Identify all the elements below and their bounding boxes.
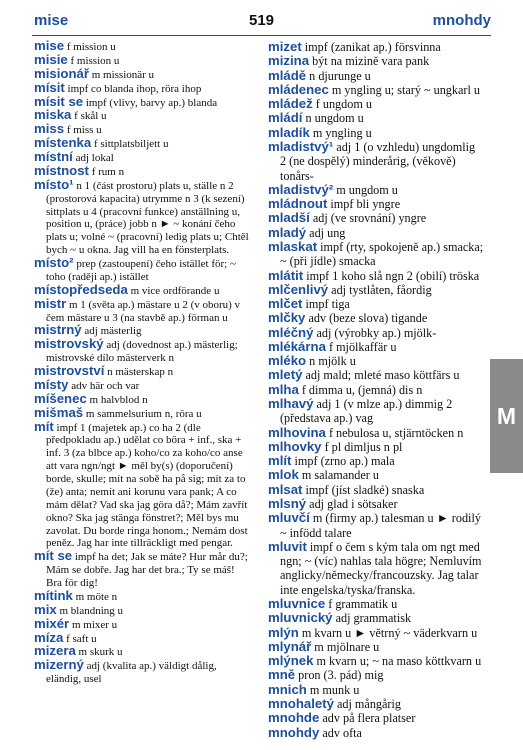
- entry-definition: n mjölk u: [306, 354, 356, 369]
- entry-definition: m mixer u: [69, 618, 118, 631]
- entry-headword: mlčet: [268, 296, 303, 312]
- entry-definition: f dimma u, (jemná) dis n: [298, 382, 423, 397]
- dictionary-entry: [34, 659, 250, 686]
- entry-headword: mix: [34, 601, 57, 617]
- entry-definition: adj lokal: [72, 152, 114, 164]
- dictionary-entry: [268, 468, 484, 482]
- dictionary-entry: [34, 257, 250, 284]
- dictionary-entry: [268, 540, 484, 597]
- entry-definition: impf tiga: [302, 297, 350, 312]
- dictionary-entry: [268, 183, 484, 197]
- entry-definition: n mästerskap n: [104, 366, 174, 378]
- entry-definition: adj mald; mleté maso köttfärs u: [302, 368, 460, 383]
- entry-headword: mládež: [268, 96, 313, 112]
- left-column: [34, 40, 250, 686]
- dictionary-entry: [268, 283, 484, 297]
- header-first-word: mise: [34, 12, 69, 29]
- entry-definition: impf (jíst sladké) snaska: [302, 482, 425, 497]
- entry-definition: f sittplatsbiljett u: [91, 138, 169, 151]
- entry-headword: mistrný: [34, 322, 82, 338]
- dictionary-entry: [268, 683, 484, 697]
- dictionary-entry: [268, 483, 484, 497]
- entry-headword: mlékárna: [268, 338, 326, 354]
- entry-headword: mistrovský: [34, 336, 104, 352]
- entry-definition: impf (zrno ap.) mala: [291, 454, 395, 469]
- entry-definition: f pl dimljus n pl: [321, 439, 403, 454]
- entry-definition: adj tystlåten, fåordig: [328, 282, 432, 297]
- entry-headword: mnich: [268, 681, 307, 697]
- entry-definition: m (firmy ap.) talesman u ► rodilý ~ infödd talare: [280, 511, 481, 540]
- entry-definition: adv här och var: [68, 379, 140, 392]
- entry-headword: mise: [34, 38, 65, 53]
- entry-definition: f grammatik u: [325, 596, 398, 611]
- entry-definition: f mission u: [67, 54, 120, 67]
- entry-headword: mletý: [268, 367, 303, 383]
- dictionary-entry: [268, 97, 484, 111]
- entry-definition: impf 1 (majetek ap.) co ha 2 (dle předpokladu ap.) udělat co böra + inf., ska + inf. 3 (za blbce ap.) koho/co za koho/co anse att vara ngn/ngt ► měl by(s) (doporučení) borde, skulle; mít na sobě ha på sig; mít za to (že) anta; nemít ani korunu vara pank; A co mám dělat? Vad ska jag göra då?; Mám zavřít okno? Ska jag stänga fönstret?; Měl bys mu zavolat. Du borde ringa honom.; Nemám dost peněz. Jag har inte tillräckligt med pengar.: [46, 421, 248, 550]
- entry-definition: pron (3. pád) mig: [295, 668, 384, 683]
- thumb-index-tab: [490, 359, 523, 473]
- dictionary-entry: [34, 281, 250, 298]
- dictionary-entry: [268, 654, 484, 668]
- entry-headword: mnohdy: [268, 724, 320, 740]
- entry-headword: mísit: [34, 79, 65, 95]
- entry-definition: f saft u: [63, 632, 97, 645]
- entry-headword: mlhovina: [268, 424, 326, 440]
- entry-definition: n 1 (část prostoru) plats u, ställe n 2 (prostorová kapacita) utrymme n 3 (k sezení) sittplats u 4 (pracovní funkce) anställning u, position u, (práce) jobb n ► ~ konání čeho plats u; volné ~ (pracovní) ledig plats u; Chtěl bych ~ u okna. Jag vill ha en fönsterplats.: [46, 179, 249, 257]
- entry-definition: m yngling u; starý ~ ungkarl u: [328, 82, 480, 97]
- entry-headword: mladistvý¹: [268, 138, 334, 154]
- entry-headword: mizera: [34, 643, 76, 659]
- entry-headword: mnohde: [268, 710, 320, 726]
- entry-headword: mládnout: [268, 196, 328, 212]
- dictionary-entry: [34, 587, 250, 604]
- dictionary-entry: [268, 726, 484, 740]
- entry-definition: m sammelsurium n, röra u: [83, 407, 202, 420]
- entry-headword: mluvčí: [268, 510, 310, 526]
- entry-definition: m blandning u: [56, 604, 124, 617]
- dictionary-entry: [268, 126, 484, 140]
- page-number: 519: [248, 12, 275, 29]
- entry-definition: adj mångårig: [333, 696, 401, 711]
- dictionary-entry: [268, 83, 484, 97]
- entry-definition: m missionär u: [88, 68, 155, 81]
- entry-headword: mluvnice: [268, 595, 326, 611]
- entry-headword: místopředseda: [34, 281, 128, 297]
- dictionary-entry: [34, 615, 250, 632]
- entry-definition: f rum n: [88, 165, 125, 178]
- entry-definition: impf o čem s kým tala om ngt med ngn; ~ (víc) nahlas tala högre; Nemluvím anglicky/německy/francouzsky. Jag talar inte engelska/tyska/franska.: [280, 539, 482, 597]
- entry-headword: míšenec: [34, 390, 87, 406]
- entry-headword: mluvit: [268, 538, 307, 554]
- entry-definition: adj grammatisk: [332, 611, 412, 626]
- entry-headword: míza: [34, 629, 64, 645]
- dictionary-entry: [268, 397, 484, 426]
- entry-headword: mléko: [268, 353, 307, 369]
- entry-headword: mít: [34, 418, 54, 434]
- entry-definition: adj 1 (o vzhledu) ungdomlig 2 (ne dospělý) minderårig, (věkově) tonårs-: [280, 139, 476, 183]
- dictionary-entry: [268, 211, 484, 225]
- entry-headword: miska: [34, 107, 72, 123]
- thumb-index-letter: M: [496, 403, 517, 429]
- dictionary-entry: [268, 111, 484, 125]
- entry-definition: adj (dovednost ap.) mästerlig; mistrovské dílo mästerverk n: [46, 339, 238, 365]
- entry-definition: f mission u: [64, 41, 116, 53]
- entry-definition: prep (zastoupení) čeho istället för; ~ toho (raději ap.) istället: [46, 258, 236, 283]
- entry-definition: adv ofta: [319, 725, 362, 740]
- entry-definition: adj (kvalita ap.) väldigt dålig, eländig, usel: [46, 660, 217, 686]
- entry-headword: mizet: [268, 39, 302, 54]
- entry-headword: místnost: [34, 162, 89, 178]
- dictionary-entry: [268, 497, 484, 511]
- entry-definition: m vice ordförande u: [127, 284, 220, 297]
- dictionary-entry: [34, 295, 250, 325]
- dictionary-entry: [268, 311, 484, 325]
- entry-definition: adv (beze slova) tigande: [305, 311, 428, 326]
- entry-definition: f miss u: [64, 124, 102, 137]
- entry-definition: adj mästerlig: [81, 325, 142, 338]
- entry-headword: mladík: [268, 124, 310, 140]
- entry-headword: mládenec: [268, 81, 329, 97]
- dictionary-entry: [268, 511, 484, 540]
- dictionary-entry: [268, 297, 484, 311]
- entry-headword: místenka: [34, 135, 92, 151]
- entry-definition: m 1 (světa ap.) mästare u 2 (v oboru) v čem mästare u 3 (na stavbě ap.) förman u: [46, 298, 241, 324]
- entry-definition: adj (výrobky ap.) mjölk-: [313, 325, 437, 340]
- dictionary-entry: [268, 69, 484, 83]
- dictionary-entry: [268, 197, 484, 211]
- entry-headword: mistrovství: [34, 363, 105, 378]
- entry-definition: být na mizině vara pank: [309, 54, 430, 69]
- entry-headword: mlsat: [268, 481, 303, 497]
- dictionary-entry: [268, 611, 484, 625]
- entry-definition: adj glad i sötsaker: [306, 497, 398, 511]
- entry-headword: mnohaletý: [268, 695, 334, 711]
- dictionary-entry: [34, 176, 250, 257]
- entry-definition: impf ha det; Jak se máte? Hur mår du?; Mám se dobře. Jag har det bra.; Ty se máš! Bra för dig!: [46, 551, 248, 589]
- dictionary-entry: [268, 368, 484, 382]
- entry-definition: impf co blanda ihop, röra ihop: [64, 82, 202, 95]
- dictionary-entry: [34, 109, 250, 123]
- entry-headword: mizerný: [34, 657, 84, 673]
- entry-headword: mlhovky: [268, 438, 322, 454]
- entry-headword: mlátit: [268, 267, 304, 283]
- entry-definition: m yngling u: [309, 125, 372, 140]
- entry-definition: m munk u: [306, 682, 360, 697]
- entry-headword: místní: [34, 149, 73, 164]
- dictionary-entry: [34, 404, 250, 421]
- dictionary-entry: [268, 269, 484, 283]
- dictionary-entry: [34, 338, 250, 365]
- entry-definition: m skurk u: [75, 646, 123, 659]
- entry-headword: místy: [34, 376, 69, 392]
- dictionary-entry: [268, 240, 484, 269]
- entry-headword: mládí: [268, 110, 303, 126]
- entry-headword: mizina: [268, 53, 310, 69]
- entry-headword: mléčný: [268, 324, 314, 340]
- entry-headword: mlhavý: [268, 396, 314, 412]
- entry-headword: misionář: [34, 65, 89, 81]
- entry-definition: adj (ve srovnání) yngre: [309, 211, 427, 226]
- dictionary-entry: [268, 426, 484, 440]
- entry-headword: mistr: [34, 295, 67, 311]
- entry-definition: m kvarn u ► větrný ~ väderkvarn u: [298, 625, 478, 640]
- entry-definition: adj ung: [306, 225, 346, 240]
- entry-headword: misie: [34, 51, 68, 67]
- dictionary-entry: [268, 454, 484, 468]
- entry-headword: mlít: [268, 453, 292, 469]
- entry-headword: miss: [34, 121, 65, 137]
- header-rule: [32, 35, 491, 36]
- dictionary-entry: [268, 711, 484, 725]
- dictionary-entry: [268, 597, 484, 611]
- entry-definition: impf (rty, spokojeně ap.) smacka; ~ (při jídle) smacka: [280, 239, 484, 269]
- dictionary-entry: [268, 226, 484, 240]
- entry-headword: mixér: [34, 615, 70, 631]
- dictionary-entry: [268, 626, 484, 640]
- entry-headword: mlýnek: [268, 653, 314, 669]
- entry-definition: m halvblod n: [86, 393, 148, 406]
- entry-headword: mišmaš: [34, 404, 84, 420]
- dictionary-entry: [268, 697, 484, 711]
- entry-headword: mlaskat: [268, 238, 318, 254]
- entry-definition: n djurunge u: [306, 68, 371, 83]
- entry-headword: mlynář: [268, 638, 312, 654]
- entry-headword: mlčky: [268, 310, 306, 326]
- entry-definition: m möte n: [72, 590, 118, 603]
- dictionary-entry: [268, 354, 484, 368]
- dictionary-entry: [268, 668, 484, 682]
- entry-definition: f nebulosa u, stjärntöcken n: [325, 425, 464, 440]
- dictionary-entry: [268, 326, 484, 340]
- entry-headword: místo²: [34, 255, 74, 270]
- entry-definition: adj 1 (v mlze ap.) dimmig 2 (představa ap.) vag: [280, 397, 453, 426]
- entry-headword: místo¹: [34, 176, 74, 192]
- entry-headword: mísit se: [34, 93, 84, 109]
- right-column: [268, 40, 484, 740]
- entry-definition: impf 1 koho slå ngn 2 (obilí) tröska: [303, 268, 480, 283]
- dictionary-entry: [34, 65, 250, 82]
- entry-definition: f ungdom u: [312, 97, 372, 112]
- dictionary-entry: [34, 550, 250, 590]
- entry-definition: impf (vlivy, barvy ap.) blanda: [83, 96, 218, 109]
- entry-headword: mně: [268, 667, 296, 683]
- entry-definition: n ungdom u: [302, 111, 364, 126]
- entry-headword: mlha: [268, 381, 299, 397]
- entry-headword: mladý: [268, 224, 307, 240]
- dictionary-entry: [268, 383, 484, 397]
- entry-headword: mlýn: [268, 624, 299, 640]
- entry-definition: m salamander u: [298, 468, 379, 483]
- entry-definition: adv på flera platser: [319, 711, 416, 726]
- entry-definition: m kvarn u; ~ na maso köttkvarn u: [313, 654, 482, 669]
- dictionary-entry: [268, 440, 484, 454]
- header-last-word: mnohdy: [432, 12, 491, 29]
- entry-headword: mítink: [34, 587, 73, 603]
- entry-headword: mlčenlivý: [268, 281, 329, 297]
- entry-definition: m mjölnare u: [311, 639, 380, 654]
- entry-definition: f skål u: [71, 110, 107, 123]
- entry-headword: mít se: [34, 548, 73, 564]
- entry-headword: mladistvý²: [268, 181, 334, 197]
- entry-definition: impf bli yngre: [327, 197, 401, 212]
- entry-definition: m ungdom u: [333, 182, 398, 197]
- dictionary-entry: [268, 54, 484, 68]
- entry-headword: mlok: [268, 467, 299, 483]
- dictionary-entry: [268, 140, 484, 183]
- dictionary-entry: [34, 418, 250, 551]
- entry-headword: mluvnický: [268, 610, 333, 626]
- dictionary-entry: [268, 40, 484, 54]
- entry-definition: impf (zanikat ap.) försvinna: [301, 40, 441, 54]
- dictionary-entry: [268, 340, 484, 354]
- entry-headword: mládě: [268, 67, 307, 83]
- dictionary-entry: [268, 640, 484, 654]
- entry-headword: mlsný: [268, 496, 307, 511]
- entry-headword: mladší: [268, 210, 310, 226]
- entry-definition: f mjölkaffär u: [325, 339, 397, 354]
